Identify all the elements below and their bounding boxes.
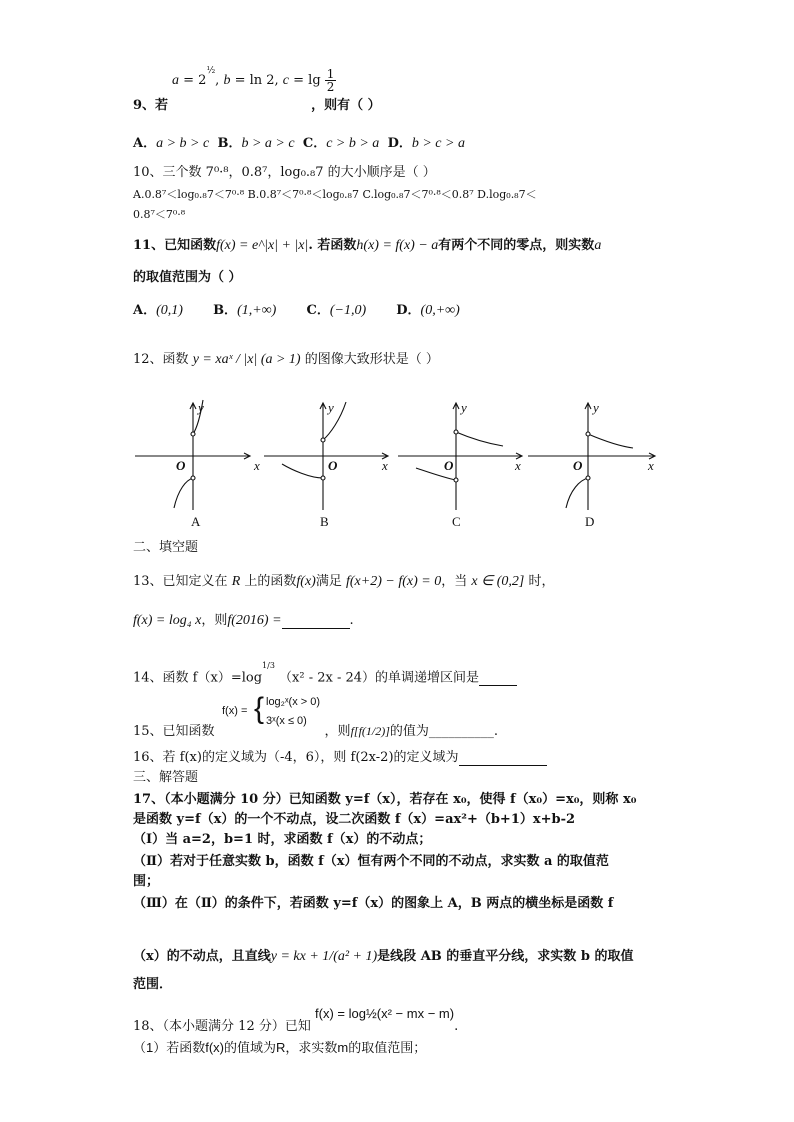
q10-line3: 0.8⁷＜7⁰·⁸ xyxy=(133,208,186,221)
q12-line: 12、函数 y = xaˣ / |x| (a > 1) 的图像大致形状是（ ） xyxy=(133,352,439,367)
svg-text:O: O xyxy=(444,458,454,473)
q17-line2: 是函数 y=f（x）的一个不动点，设二次函数 f（x）=ax²+（b+1）x+b-2 xyxy=(133,812,576,827)
q9-tail: ，则有（ ） xyxy=(311,98,381,113)
q9-option-d: b > c > a xyxy=(411,136,465,151)
q10-line1: 10、三个数 7⁰·⁸，0.8⁷，log₀.₈7 的大小顺序是（ ） xyxy=(133,165,436,180)
svg-text:y: y xyxy=(198,400,204,415)
q11-options: A．(0,1) B．(1,+∞) C．(−1,0) D．(0,+∞) xyxy=(133,303,460,318)
svg-text:y: y xyxy=(461,400,467,415)
q11-option-c: (−1,0) xyxy=(329,303,367,318)
q9-line xyxy=(133,98,381,114)
q11-option-b: (1,+∞) xyxy=(237,303,277,318)
graph-label-c: C xyxy=(452,514,461,529)
q17-line7: （x）的不动点，且直线y = kx + 1/(a² + 1)是线段 AB 的垂直平分线，求实数 b 的取值 xyxy=(133,949,634,964)
q11-line2: 的取值范围为（ ） xyxy=(133,270,242,285)
svg-text:O: O xyxy=(176,458,186,473)
q17-line-eq: y = kx + 1/(a² + 1) xyxy=(270,949,378,964)
q13-line1: 13、已知定义在 R 上的函数f(x)满足 f(x+2) − f(x) = 0，当 x ∈ (0,2] 时， xyxy=(133,574,555,589)
q14-answer-blank[interactable] xyxy=(479,673,517,686)
q18-fx: f(x) = log½(x² − mx − m) xyxy=(315,1006,455,1021)
q9-options: A．a > b > c B．b > a > c C．c > b > a D．b > c > a xyxy=(133,136,465,151)
q16-answer-blank[interactable] xyxy=(459,753,547,766)
q13-line2: f(x) = log₄ x，则f(2016) = . xyxy=(133,613,354,628)
q18-line2: （1）若函数f(x)的值域为R，求实数m的取值范围； xyxy=(133,1040,427,1055)
q9-option-a: a > b > c xyxy=(156,136,210,151)
q11-hx: h(x) = f(x) − a xyxy=(356,238,439,253)
graph-label-a: A xyxy=(191,514,201,529)
q17-line8: 范围． xyxy=(133,977,173,992)
svg-text:x: x xyxy=(515,458,521,473)
q10-line2: A.0.8⁷＜log₀.₈7＜7⁰·⁸ B.0.8⁷＜7⁰·⁸＜log₀.₈7 C.log₀.₈7＜7⁰·⁸＜0.8⁷ D.log₀.₈7＜ xyxy=(133,188,537,201)
q11-option-a: (0,1) xyxy=(156,303,183,318)
q17-line3: （Ⅰ）当 a=2，b=1 时，求函数 f（x）的不动点； xyxy=(133,832,432,847)
q9-number: 9、若 xyxy=(133,98,169,113)
section-solutions: 三、解答题 xyxy=(133,770,199,785)
svg-text:x: x xyxy=(648,458,654,473)
q9-formula: $a = 2^{\frac{1}{2}}$, b = ln 2, c = lg $\frac{1}{2}$ xyxy=(172,65,335,94)
q15-line: 15、已知函数 ，则f[f(1/2)]的值为__________. xyxy=(133,724,499,739)
q9-option-b: b > a > c xyxy=(241,136,295,151)
q17-line5: 围； xyxy=(133,874,160,889)
q13-answer-blank[interactable] xyxy=(282,616,350,629)
graph-label-b: B xyxy=(320,514,329,529)
graph-c xyxy=(398,403,522,510)
svg-text:y: y xyxy=(593,400,599,415)
graph-d xyxy=(528,403,655,510)
svg-text:O: O xyxy=(328,458,338,473)
q11-fx: f(x) = e^|x| + |x| xyxy=(216,238,309,253)
section-fill-in: 二、填空题 xyxy=(133,540,199,555)
graph-b xyxy=(264,402,388,510)
q17-line1: 17、（本小题满分 10 分）已知函数 y=f（x），若存在 x₀，使得 f（x₀）=x₀，则称 x₀ xyxy=(133,792,637,807)
q15-ask: f[f(1/2)] xyxy=(350,724,390,738)
svg-text:x: x xyxy=(382,458,388,473)
q11-option-d: (0,+∞) xyxy=(420,303,460,318)
svg-text:x: x xyxy=(254,458,260,473)
q17-line6: （Ⅲ）在（Ⅱ）的条件下，若函数 y=f（x）的图象上 A，B 两点的横坐标是函数 f xyxy=(133,896,614,911)
q16-line: 16、若 f(x)的定义域为（-4，6），则 f(2x-2)的定义域为 xyxy=(133,750,547,766)
svg-text:O: O xyxy=(573,458,583,473)
q12-formula: y = xaˣ / |x| (a > 1) xyxy=(192,352,301,367)
svg-text:y: y xyxy=(328,400,334,415)
q11-line1: 11、已知函数f(x) = e^|x| + |x|. 若函数h(x) = f(x) − a有两个不同的零点，则实数a xyxy=(133,238,602,253)
graph-a xyxy=(135,400,250,510)
graph-label-d: D xyxy=(585,514,595,529)
q9-option-c: c > b > a xyxy=(326,136,380,151)
q18-line1: 18、（本小题满分 12 分）已知 f(x) = log½(x² − mx − m). xyxy=(133,1006,459,1034)
q17-line4: （Ⅱ）若对于任意实数 b，函数 f（x）恒有两个不同的不动点，求实数 a 的取值范 xyxy=(133,854,609,869)
q12-graphs xyxy=(0,398,794,538)
q14-line: 14、函数 $f(x)=\log^{1/3}$ （x² - 2x - 24）的单调递增区间是 xyxy=(133,666,517,686)
